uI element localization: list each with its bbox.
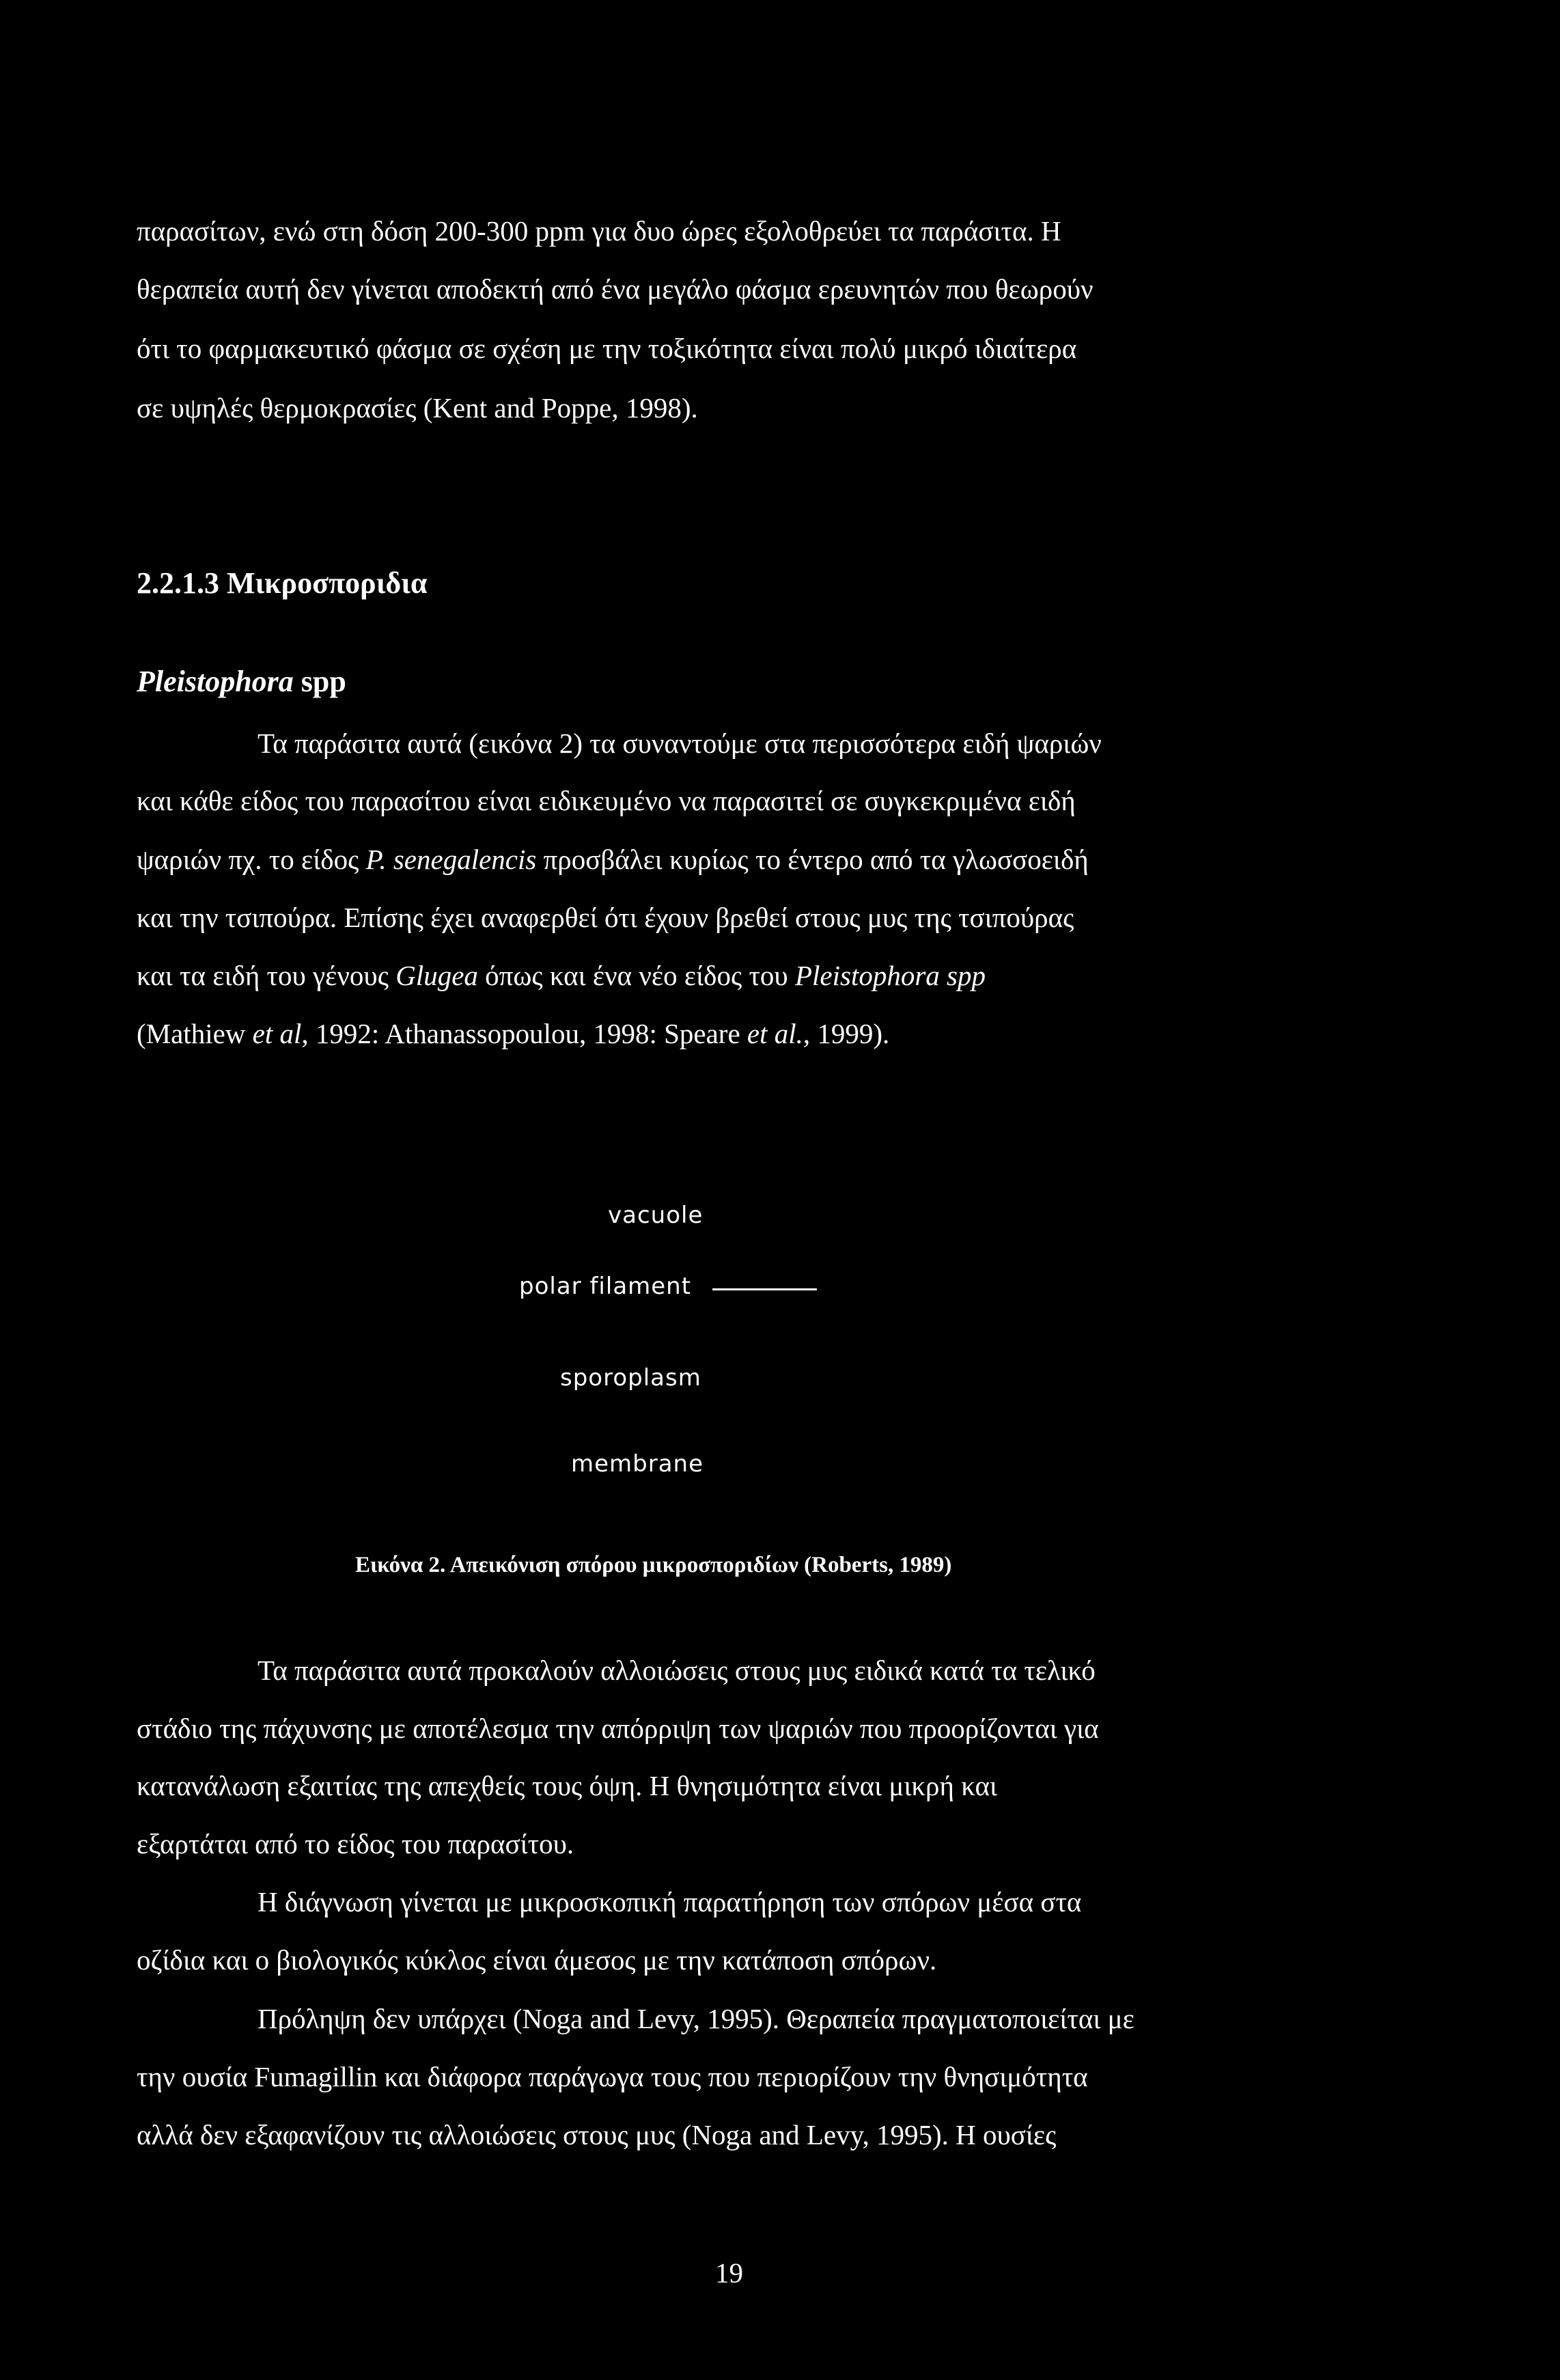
figure-label-sporoplasm: sporoplasm bbox=[560, 1364, 701, 1392]
para4-line-1: Πρόληψη δεν υπάρχει (Noga and Levy, 1995). Θεραπεία πραγματοποιείται με bbox=[257, 2003, 1134, 2034]
polar-filament-pointer-line bbox=[712, 1288, 817, 1290]
para1-line-3: ψαριών πχ. το είδος P. senegalencis προσβάλει κυρίως το έντερο από τα γλωσσοειδή bbox=[137, 844, 1089, 875]
figure-label-vacuole: vacuole bbox=[608, 1202, 704, 1229]
para2-line-4: εξαρτάται από το είδος του παρασίτου. bbox=[137, 1828, 574, 1859]
para4-line-2: την ουσία Fumagillin και διάφορα παράγωγα τους που περιορίζουν την θνησιμότητα bbox=[137, 2061, 1088, 2092]
species-subheading: Pleistophora spp bbox=[137, 665, 346, 698]
para2-line-2: στάδιο της πάχυνσης με αποτέλεσμα την απόρριψη των ψαριών που προορίζονται για bbox=[137, 1713, 1099, 1744]
intro-line-4: σε υψηλές θερμοκρασίες (Kent and Poppe, 1998). bbox=[137, 392, 698, 424]
para1-line-6: (Mathiew et al, 1992: Athanassopoulou, 1998: Speare et al., 1999). bbox=[137, 1018, 890, 1049]
section-heading: 2.2.1.3 Μικροσποριδια bbox=[137, 566, 428, 600]
para2-line-3: κατανάλωση εξαιτίας της απεχθείς τους όψη. Η θνησιμότητα είναι μικρή και bbox=[137, 1770, 998, 1801]
figure-label-membrane: membrane bbox=[571, 1450, 704, 1478]
para1-line-2: και κάθε είδος του παρασίτου είναι ειδικευμένο να παρασιτεί σε συγκεκριμένα ειδή bbox=[137, 785, 1076, 816]
figure-caption: Εικόνα 2. Απεικόνιση σπόρου μικροσποριδίων (Roberts, 1989) bbox=[355, 1553, 952, 1577]
para1-line-4: και την τσιπούρα. Επίσης έχει αναφερθεί ότι έχουν βρεθεί στους μυς της τσιπούρας bbox=[137, 902, 1074, 933]
para1-line-5: και τα ειδή του γένους Glugea όπως και ένα νέο είδος του Pleistophora spp bbox=[137, 960, 986, 991]
para3-line-2: οζίδια και ο βιολογικός κύκλος είναι άμεσος με την κατάποση σπόρων. bbox=[137, 1944, 937, 1976]
intro-line-2: θεραπεία αυτή δεν γίνεται αποδεκτή από ένα μεγάλο φάσμα ερευνητών που θεωρούν bbox=[137, 273, 1094, 305]
para4-line-3: αλλά δεν εξαφανίζουν τις αλλοιώσεις στους μυς (Noga and Levy, 1995). Η ουσίες bbox=[137, 2119, 1057, 2150]
para3-line-1: Η διάγνωση γίνεται με μικροσκοπική παρατήρηση των σπόρων μέσα στα bbox=[257, 1886, 1082, 1918]
figure-label-polar-filament: polar filament bbox=[519, 1273, 692, 1300]
intro-line-3: ότι το φαρμακευτικό φάσμα σε σχέση με την τοξικότητα είναι πολύ μικρό ιδιαίτερα bbox=[137, 333, 1077, 364]
intro-line-1: παρασίτων, ενώ στη δόση 200-300 ppm για δυο ώρες εξολοθρεύει τα παράσιτα. Η bbox=[137, 215, 1061, 247]
para1-line-1: Τα παράσιτα αυτά (εικόνα 2) τα συναντούμε στα περισσότερα ειδή ψαριών bbox=[257, 728, 1102, 759]
para2-line-1: Τα παράσιτα αυτά προκαλούν αλλοιώσεις στους μυς ειδικά κατά τα τελικό bbox=[257, 1655, 1096, 1686]
page-number: 19 bbox=[715, 2257, 743, 2288]
